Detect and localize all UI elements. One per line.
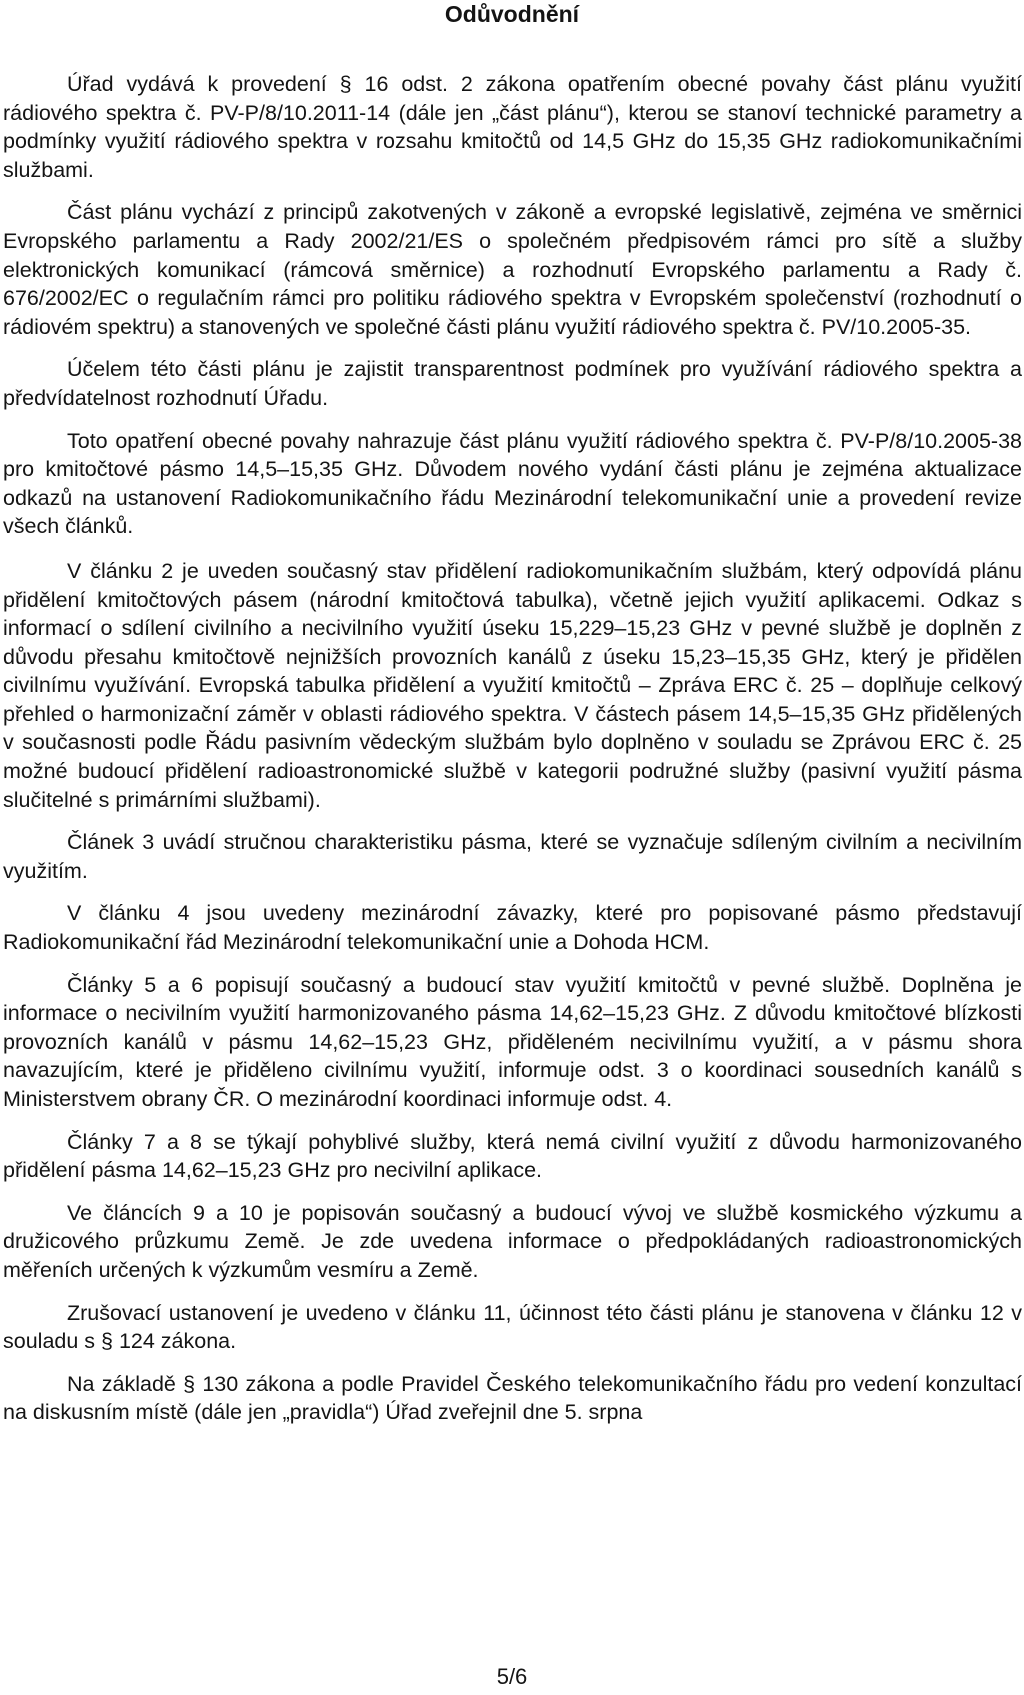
paragraph-12: Na základě § 130 zákona a podle Pravidel Českého telekomunikačního řádu pro vedení konzultací na diskusním místě (dále jen „pravidla“) Úřad zveřejnil dne 5. srpna: [3, 1371, 1022, 1425]
paragraph-5: V článku 2 je uveden současný stav přidělení radiokomunikačním službám, který odpovídá plánu přidělení kmitočtových pásem (národní kmitočtová tabulka), včetně jejich využití aplikacemi. Odkaz s informací o sdílení civilního a necivilního využití úseku 15,229–15,23 GHz v pevné službě je doplněn z důvodu přesahu kmitočtově nejnižších provozních kanálů z úseku 15,23–15,35 GHz, který je přidělen civilnímu využívání. Evropská tabulka přidělení a využití kmitočtů – Zpráva ERC č. 25 – doplňuje celkový přehled o harmonizační záměr v oblasti rádiového spektra. V částech pásem 14,5–15,35 GHz přidělených v současnosti podle Řádu pasivním vědeckým službám bylo doplněno v souladu se Zprávou ERC č. 25 možné budoucí přidělení radioastronomické službě v kategorii podružné služby (pasivní využití pásma slučitelné s primárními službami).: [3, 558, 1022, 812]
paragraph-1: Úřad vydává k provedení § 16 odst. 2 zákona opatřením obecné povahy část plánu využití rádiového spektra č. PV-P/8/10.2011-14 (dále jen „část plánu“), kterou se stanoví technické parametry a podmínky využití rádiového spektra v rozsahu kmitočtů od 14,5 GHz do 15,35 GHz radiokomunikačními službami.: [3, 72, 1022, 182]
paragraph-10: Ve článcích 9 a 10 je popisován současný a budoucí vývoj ve službě kosmického výzkumu a družicového průzkumu Země. Je zde uvedena informace o předpokládaných radioastronomických měřeních určených k výzkumům vesmíru a Země.: [3, 1200, 1022, 1282]
page-number: 5/6: [496, 1664, 528, 1689]
document-title: Odůvodnění: [444, 1, 580, 27]
paragraph-2: Část plánu vychází z principů zakotvených v zákoně a evropské legislativě, zejména ve směrnici Evropského parlamentu a Rady 2002/21/ES o společném předpisovém rámci pro sítě a služby elektronických komunikací (rámcová směrnice) a rozhodnutí Evropského parlamentu a Rady č. 676/2002/EC o regulačním rámci pro politiku rádiového spektra v Evropském společenství (rozhodnutí o rádiovém spektru) a stanovených ve společné části plánu využití rádiového spektra č. PV/10.2005-35.: [3, 200, 1022, 339]
paragraph-8: Články 5 a 6 popisují současný a budoucí stav využití kmitočtů v pevné službě. Doplněna je informace o necivilním využití harmonizovaného pásma 14,62–15,23 GHz. Z důvodu kmitočtové blízkosti provozních kanálů v pásmu 14,62–15,23 GHz, přiděleném necivilnímu využití, a v pásmu shora navazujícím, které je přiděleno civilnímu využití, informuje odst. 3 o koordinaci sousedních kanálů s Ministerstvem obrany ČR. O mezinárodní koordinaci informuje odst. 4.: [3, 972, 1022, 1111]
document-body: [3, 70, 1022, 1441]
paragraph-4: Toto opatření obecné povahy nahrazuje část plánu využití rádiového spektra č. PV-P/8/10.2005-38 pro kmitočtové pásmo 14,5–15,35 GHz. Důvodem nového vydání části plánu je zejména aktualizace odkazů na ustanovení Radiokomunikačního řádu Mezinárodní telekomunikační unie a provedení revize všech článků.: [3, 428, 1022, 539]
paragraph-11: Zrušovací ustanovení je uvedeno v článku 11, účinnost této části plánu je stanovena v článku 12 v souladu s § 124 zákona.: [3, 1300, 1022, 1354]
paragraph-9: Články 7 a 8 se týkají pohyblivé služby, která nemá civilní využití z důvodu harmonizovaného přidělení pásma 14,62–15,23 GHz pro necivilní aplikace.: [3, 1129, 1022, 1183]
paragraph-3: Účelem této části plánu je zajistit transparentnost podmínek pro využívání rádiového spektra a předvídatelnost rozhodnutí Úřadu.: [3, 357, 1022, 410]
paragraph-7: V článku 4 jsou uvedeny mezinárodní závazky, které pro popisované pásmo představují Radiokomunikační řád Mezinárodní telekomunikační unie a Dohoda HCM.: [3, 901, 1022, 955]
paragraph-6: Článek 3 uvádí stručnou charakteristiku pásma, které se vyznačuje sdíleným civilním a necivilním využitím.: [3, 830, 1022, 883]
